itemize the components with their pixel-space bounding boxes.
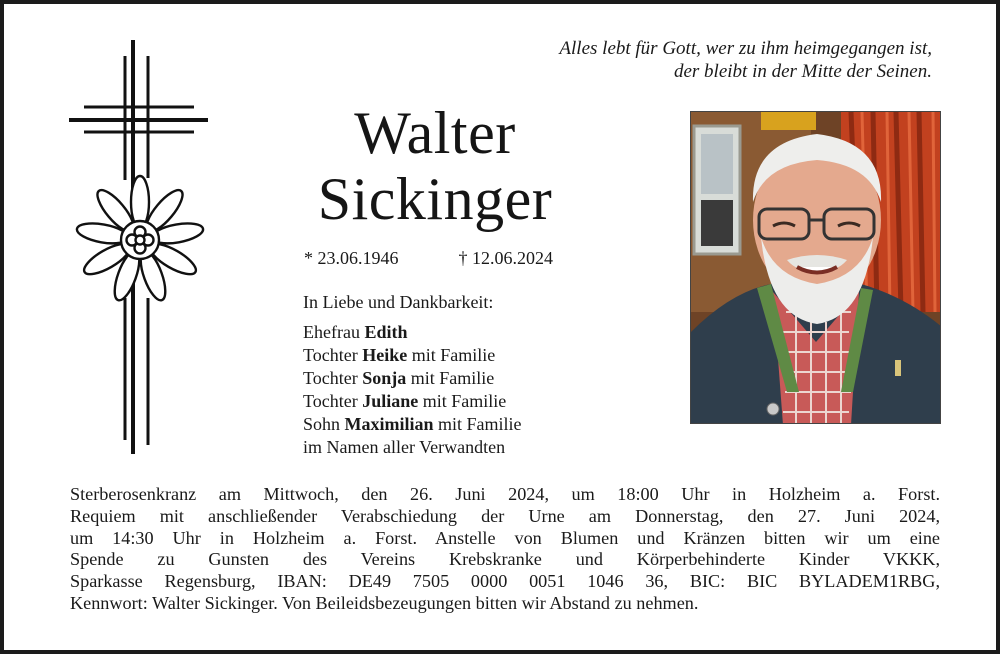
- mourner-relation: Tochter: [303, 345, 358, 365]
- portrait-photo: [690, 111, 941, 424]
- mourner-relation: Tochter: [303, 368, 358, 388]
- mourner-name: Heike: [362, 345, 408, 365]
- mourners-closing: im Namen aller Verwandten: [303, 437, 506, 457]
- service-details: [70, 484, 940, 615]
- death-date: † 12.06.2024: [458, 248, 553, 268]
- service-line: Sparkasse Regensburg, IBAN: DE49 7505 0000 0051 1046 36, BIC: BIC BYLADEM1RBG,: [70, 571, 940, 592]
- mourner-relation: Ehefrau: [303, 322, 360, 342]
- motto-verse: [412, 37, 932, 83]
- mourners-list: [303, 291, 522, 459]
- service-line: Kennwort: Walter Sickinger. Von Beileidsbezeugungen bitten wir Abstand zu nehmen.: [70, 592, 699, 613]
- mourner-name: Sonja: [362, 368, 407, 388]
- mourner-row: [303, 413, 522, 436]
- mourner-row: [303, 321, 522, 344]
- mourner-suffix: mit Familie: [438, 414, 522, 434]
- service-line: Sterberosenkranz am Mittwoch, den 26. Juni 2024, um 18:00 Uhr in Holzheim a. Forst.: [70, 484, 940, 504]
- first-name: Walter: [354, 100, 516, 166]
- mourner-row: [303, 390, 522, 413]
- mourner-row: [303, 344, 522, 367]
- mourner-suffix: mit Familie: [411, 345, 496, 365]
- motto-line-2: der bleibt in der Mitte der Seinen.: [673, 61, 932, 82]
- mourner-name: Edith: [364, 322, 408, 342]
- mourner-relation: Tochter: [303, 391, 358, 411]
- life-dates: [304, 248, 553, 269]
- mourner-name: Maximilian: [344, 414, 434, 434]
- service-line: um 14:30 Uhr in Holzheim a. Forst. Anstelle von Blumen und Kränzen bitten wir um eine: [70, 527, 940, 548]
- cross-with-edelweiss-icon: [66, 40, 212, 458]
- last-name: Sickinger: [317, 166, 553, 232]
- deceased-name: [300, 100, 570, 232]
- service-line: Requiem mit anschließender Verabschiedung der Urne am Donnerstag, den 27. Juni 2024,: [70, 505, 940, 526]
- motto-line-1: Alles lebt für Gott, wer zu ihm heimgegangen ist,: [559, 38, 932, 59]
- mourner-relation: Sohn: [303, 414, 341, 434]
- birth-date: * 23.06.1946: [304, 248, 399, 268]
- mourners-intro: In Liebe und Dankbarkeit:: [303, 292, 494, 312]
- service-line: Spende zu Gunsten des Vereins Krebskranke und Körperbehinderte Kinder VKKK,: [70, 549, 940, 570]
- mourner-suffix: mit Familie: [422, 391, 507, 411]
- mourner-row: [303, 367, 522, 390]
- mourner-suffix: mit Familie: [410, 368, 495, 388]
- mourner-name: Juliane: [362, 391, 419, 411]
